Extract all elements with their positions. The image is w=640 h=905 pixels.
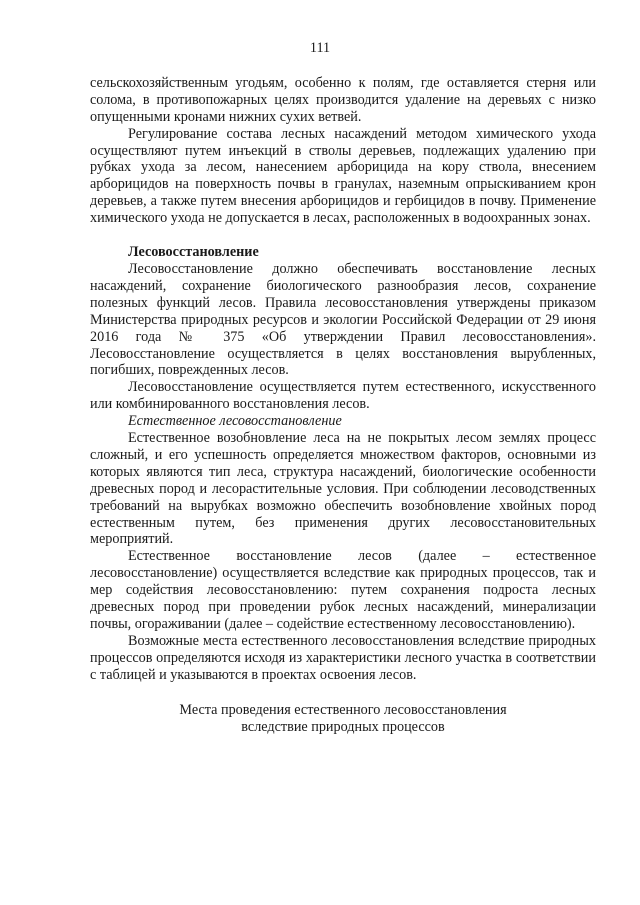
paragraph-possible-locations: Возможные места естественного лесовосстановления вследствие природных процессов определяются исходя из характеристики лесного участка в соответствии с таблицей и указываются в проектах освоения лесов. — [90, 632, 596, 683]
paragraph-natural-renewal: Естественное возобновление леса на не покрытых лесом землях процесс сложный, и его успешность определяется множеством факторов, основными из которых являются тип леса, структура насаждений, биологические особенности древесных пород и лесорастительные условия. При соблюдении лесоводственных требований на вырубках возможно обеспечить возобновление хвойных пород естественным путем, без применения других лесовосстановительных мероприятий. — [90, 430, 596, 548]
paragraph-reforestation-methods: Лесовосстановление осуществляется путем естественного, искусственного или комбинированного восстановления лесов. — [90, 379, 596, 413]
table-caption-line: Места проведения естественного лесовосстановления — [179, 701, 507, 718]
subsection-heading: Естественное лесовосстановление — [128, 413, 342, 430]
paragraph-continuation: сельскохозяйственным угодьям, особенно к полям, где оставляется стерня или солома, в противопожарных целях производится удаление на деревьях с низко опущенными кронами нижних сухих ветвей. — [90, 74, 596, 125]
table-caption-line: вследствие природных процессов — [241, 718, 445, 735]
paragraph-chemical-care: Регулирование состава лесных насаждений методом химического ухода осуществляют путем инъекций в стволы деревьев, подлежащих удалению при рубках ухода за лесом, нанесением арборицида на кору ствола, внесением арборицидов на поверхность почвы в гранулах, наземным опрыскиванием крон деревьев, а также путем внесения арборицидов и гербицидов в почву. Применение химического ухода не допускается в лесах, расположенных в водоохранных зонах. — [90, 125, 596, 227]
table-caption — [90, 702, 596, 736]
page-number: 111 — [309, 40, 331, 56]
paragraph-natural-restoration: Естественное восстановление лесов (далее – естественное лесовосстановление) осуществляется вследствие как природных процессов, так и мер содействия лесовосстановлению: путем сохранения подроста лесных древесных пород при проведении рубок лесных насаждений, минерализации почвы, огораживании (далее – содействие естественному лесовосстановлению). — [90, 548, 596, 632]
paragraph-reforestation-rules: Лесовосстановление должно обеспечивать восстановление лесных насаждений, сохранение биологического разнообразия лесов, сохранение полезных функций лесов. Правила лесовосстановления утверждены приказом Министерства природных ресурсов и экологии Российской Федерации от 29 июня 2016 года № 375 «Об утверждении Правил лесовосстановления». Лесовосстановление осуществляется в целях восстановления вырубленных, погибших, поврежденных лесов. — [90, 260, 596, 379]
section-heading: Лесовосстановление — [128, 244, 259, 261]
